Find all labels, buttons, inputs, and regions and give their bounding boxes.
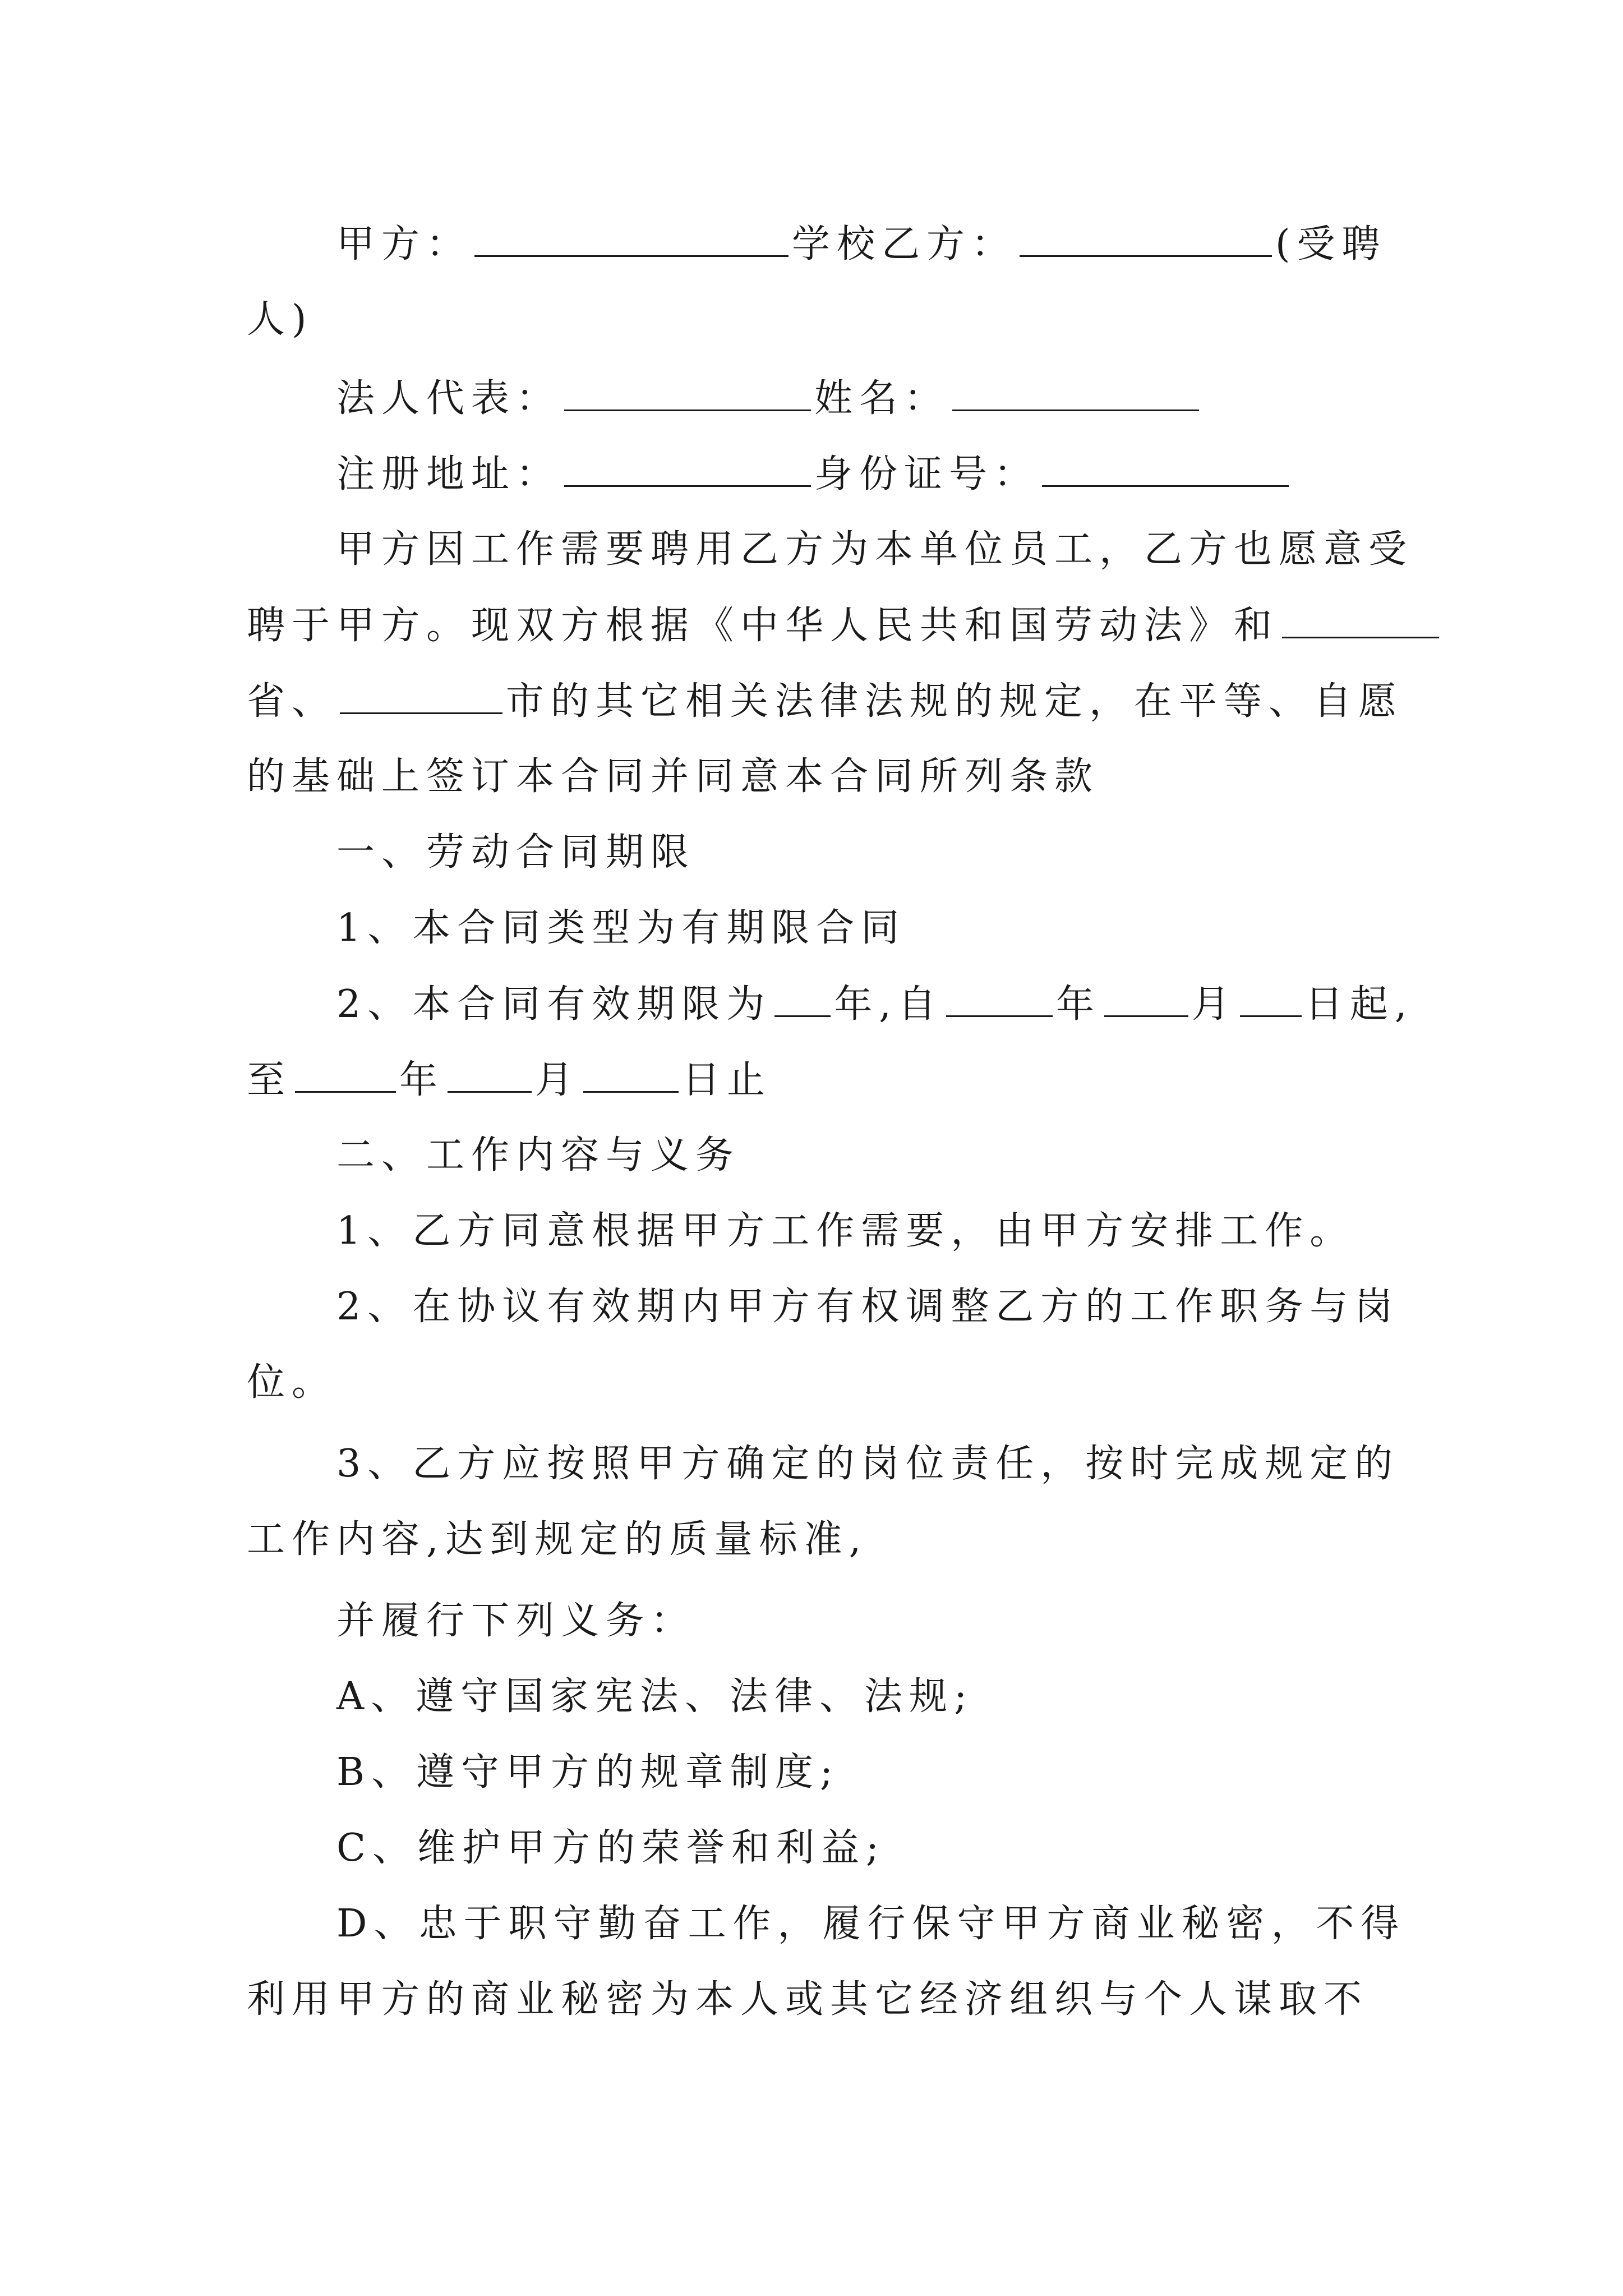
name-label: 姓名：: [814, 376, 949, 421]
term-years-from: 年,自: [834, 982, 943, 1027]
section-1-item-1: 1、本合同类型为有期限合同: [336, 906, 906, 950]
start-year-label: 年: [1055, 982, 1101, 1027]
intro-line-2: [247, 597, 1442, 654]
name-blank: [952, 370, 1199, 411]
id-blank: [1042, 446, 1289, 487]
address-label: 注册地址：: [336, 452, 561, 496]
party-a-label: 甲方：: [336, 222, 472, 266]
duty-c: C、维护甲方的荣誉和利益;: [336, 1826, 886, 1870]
party-a-blank: [474, 216, 789, 257]
end-month-label: 月: [535, 1058, 580, 1102]
id-label: 身份证号：: [814, 452, 1039, 496]
intro-line-2-text: 聘于甲方。现双方根据《中华人民共和国劳动法》和: [247, 604, 1279, 648]
end-day-blank: [583, 1052, 679, 1093]
intro-line-3-province: 省、: [247, 679, 337, 724]
end-year-label: 年: [399, 1058, 445, 1102]
duty-d-line-1: D、忠于职守勤奋工作，履行保守甲方商业秘密，不得: [336, 1902, 1406, 1946]
address-blank: [564, 446, 811, 487]
province-blank: [1282, 597, 1439, 638]
term-label: 2、本合同有效期限为: [336, 982, 772, 1027]
intro-line-3-text: 市的其它相关法律法规的规定，在平等、自愿: [506, 679, 1404, 724]
end-to-label: 至: [247, 1058, 292, 1102]
employee-note-close: 人): [247, 297, 313, 342]
legal-rep-label: 法人代表：: [336, 376, 561, 421]
school-label: 学校乙方：: [792, 222, 1017, 266]
legal-rep-blank: [564, 370, 811, 411]
end-day-label: 日止: [682, 1058, 772, 1102]
section-2-item-3-line-1: 3、乙方应按照甲方确定的岗位责任，按时完成规定的: [336, 1442, 1400, 1486]
duty-b: B、遵守甲方的规章制度;: [336, 1750, 840, 1795]
intro-line-3: [247, 673, 1403, 729]
employee-note-open: (受聘: [1275, 222, 1387, 266]
duties-intro: 并履行下列义务：: [336, 1599, 696, 1643]
start-day-blank: [1240, 976, 1302, 1017]
section-2-item-3-line-2: 工作内容,达到规定的质量标准,: [247, 1517, 868, 1562]
duty-d-line-2: 利用甲方的商业秘密为本人或其它经济组织与个人谋取不: [247, 1977, 1369, 2022]
intro-line-1: 甲方因工作需要聘用乙方为本单位员工，乙方也愿意受: [336, 527, 1414, 572]
start-month-blank: [1104, 976, 1188, 1017]
start-month-label: 月: [1191, 982, 1237, 1027]
duty-a: A、遵守国家宪法、法律、法规;: [336, 1674, 974, 1719]
start-day-label: 日起,: [1304, 982, 1414, 1027]
city-blank: [340, 673, 502, 714]
party-b-blank: [1020, 216, 1272, 257]
section-2-title: 二、工作内容与义务: [336, 1133, 741, 1177]
section-2-item-2-line-1: 2、在协议有效期内甲方有权调整乙方的工作职务与岗: [336, 1285, 1400, 1329]
term-years-blank: [774, 976, 831, 1017]
address-line: [336, 446, 1292, 502]
party-line-cont: [247, 292, 313, 348]
section-1-item-2-cont: [247, 1052, 772, 1108]
start-year-blank: [946, 976, 1053, 1017]
intro-line-4: 的基础上签订本合同并同意本合同所列条款: [247, 754, 1100, 799]
section-1-title: 一、劳动合同期限: [336, 830, 696, 875]
end-year-blank: [295, 1052, 396, 1093]
section-1-item-2: [336, 976, 1414, 1032]
section-2-item-1: 1、乙方同意根据甲方工作需要，由甲方安排工作。: [336, 1209, 1355, 1253]
legal-rep-line: [336, 370, 1202, 426]
end-month-blank: [448, 1052, 532, 1093]
party-line: [336, 216, 1387, 272]
section-2-item-2-line-2: 位。: [247, 1360, 337, 1405]
